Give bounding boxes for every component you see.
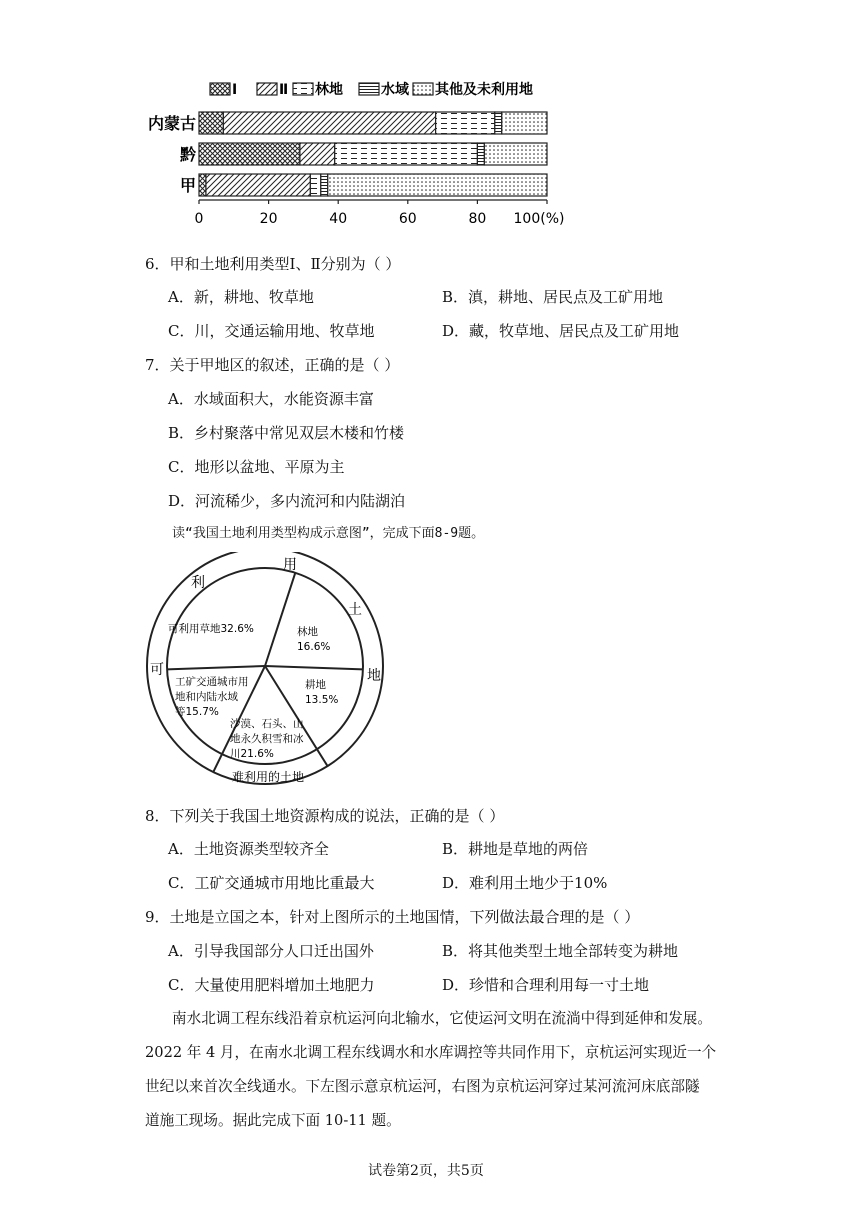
ring-label-li: 利 [191, 575, 205, 591]
legend-label-0: Ⅰ [232, 82, 238, 98]
legend-label-2: 林地 [315, 82, 343, 98]
pie-slice-label-4: 工矿交通城市用地和内陆水域等15.7% [175, 676, 249, 718]
land-use-bar-chart [140, 76, 580, 236]
ring-label-di: 地 [367, 668, 381, 684]
land-composition-pie-chart [140, 552, 400, 792]
chart-legend [210, 81, 533, 98]
question-8-option-a[interactable]: A．土地资源类型较齐全 [168, 840, 329, 858]
passage-line-1: 南水北调工程东线沿着京杭运河向北输水，它使运河文明在流淌中得到延伸和发展。 [172, 1010, 712, 1027]
question-6-option-c[interactable]: C．川，交通运输用地、牧草地 [168, 322, 375, 340]
bar-segment-2-2 [310, 174, 320, 196]
pie-slice-label-2: 耕地 13.5% [305, 679, 339, 706]
passage-line-4: 道施工现场。据此完成下面 10-11 题。 [145, 1112, 401, 1129]
question-8-option-d[interactable]: D．难利用土地少于10% [442, 874, 608, 892]
pie-boundary-0 [265, 573, 295, 666]
x-tick-label-1: 20 [259, 211, 278, 227]
bar-row-label-0: 内蒙古 [147, 114, 196, 133]
legend-label-1: Ⅱ [279, 82, 289, 98]
question-9-option-a[interactable]: A．引导我国部分人口迁出国外 [168, 942, 374, 960]
bar-segment-1-4 [484, 143, 547, 165]
legend-swatch-2 [293, 83, 313, 95]
legend-label-4: 其他及未利用地 [435, 82, 533, 98]
bar-segment-0-2 [436, 112, 495, 134]
question-9-stem: 9．土地是立国之本，针对上图所示的土地国情，下列做法最合理的是（ ） [145, 908, 640, 926]
bar-segment-0-1 [223, 112, 435, 134]
pie-slice-label-3: 沙漠、石头、山地永久积雪和冰川21.6% [230, 718, 304, 760]
ring-label-yong: 用 [283, 557, 297, 573]
bar-segment-2-3 [321, 174, 328, 196]
pie-slice-label-0: 可利用草地32.6% [168, 623, 254, 635]
bar-row-label-2: 甲 [179, 176, 196, 195]
question-9-option-b[interactable]: B．将其他类型土地全部转变为耕地 [442, 942, 679, 960]
question-8-option-c[interactable]: C．工矿交通城市用地比重最大 [168, 874, 375, 892]
question-6-stem: 6．甲和土地利用类型Ⅰ、Ⅱ分别为（ ） [145, 255, 401, 273]
chart-bars [148, 112, 547, 196]
legend-swatch-3 [359, 83, 379, 95]
pie-boundary-4 [167, 666, 265, 669]
question-7-option-b[interactable]: B．乡村聚落中常见双层木楼和竹楼 [168, 424, 405, 442]
bar-segment-2-4 [328, 174, 547, 196]
x-tick-label-5: 100(%) [513, 211, 565, 227]
bar-segment-0-4 [502, 112, 547, 134]
question-7-option-d[interactable]: D．河流稀少，多内流河和内陆湖泊 [168, 492, 406, 510]
bar-segment-0-0 [199, 112, 223, 134]
chart-x-axis [195, 200, 565, 227]
page-footer: 试卷第2页，共5页 [368, 1163, 484, 1179]
question-7-option-c[interactable]: C．地形以盆地、平原为主 [168, 458, 345, 476]
question-9-option-c[interactable]: C．大量使用肥料增加土地肥力 [168, 976, 375, 994]
legend-swatch-1 [257, 83, 277, 95]
bar-row-label-1: 黔 [179, 145, 196, 164]
ring-label-ke: 可 [150, 662, 164, 678]
bar-segment-1-1 [300, 143, 335, 165]
pie-boundary-1 [265, 666, 363, 669]
question-7-stem: 7．关于甲地区的叙述，正确的是（ ） [145, 356, 400, 374]
legend-label-3: 水域 [381, 82, 409, 98]
question-8-option-b[interactable]: B．耕地是草地的两倍 [442, 840, 589, 858]
question-6-option-b[interactable]: B．滇，耕地、居民点及工矿用地 [442, 288, 664, 306]
x-tick-label-3: 60 [398, 211, 417, 227]
question-6-option-a[interactable]: A．新，耕地、牧草地 [168, 288, 314, 306]
legend-swatch-4 [413, 83, 433, 95]
question-9-option-d[interactable]: D．珍惜和合理利用每一寸土地 [442, 976, 650, 994]
pie-slice-label-1: 林地 16.6% [297, 626, 331, 653]
x-tick-label-4: 80 [468, 211, 487, 227]
ring-label-tu: 土 [348, 602, 362, 618]
ring-label-bottom: 难利用的土地 [232, 770, 305, 784]
passage-line-3: 世纪以来首次全线通水。下左图示意京杭运河，右图为京杭运河穿过某河流河床底部隧 [145, 1078, 700, 1095]
bar-segment-0-3 [495, 112, 502, 134]
question-8-stem: 8．下列关于我国土地资源构成的说法，正确的是（ ） [145, 807, 505, 825]
bar-segment-2-0 [199, 174, 206, 196]
question-6-option-d[interactable]: D．藏，牧草地、居民点及工矿用地 [442, 322, 680, 340]
legend-swatch-0 [210, 83, 230, 95]
bar-segment-1-3 [477, 143, 484, 165]
bar-segment-2-1 [206, 174, 310, 196]
x-tick-label-2: 40 [329, 211, 348, 227]
question-7-option-a[interactable]: A．水域面积大，水能资源丰富 [168, 390, 374, 408]
x-tick-label-0: 0 [194, 211, 204, 227]
intro-questions-8-9: 读“我国土地利用类型构成示意图”，完成下面8-9题。 [172, 526, 485, 541]
bar-segment-1-2 [335, 143, 478, 165]
passage-line-2: 2022 年 4 月，在南水北调工程东线调水和水库调控等共同作用下，京杭运河实现近一个 [145, 1044, 717, 1061]
bar-segment-1-0 [199, 143, 300, 165]
